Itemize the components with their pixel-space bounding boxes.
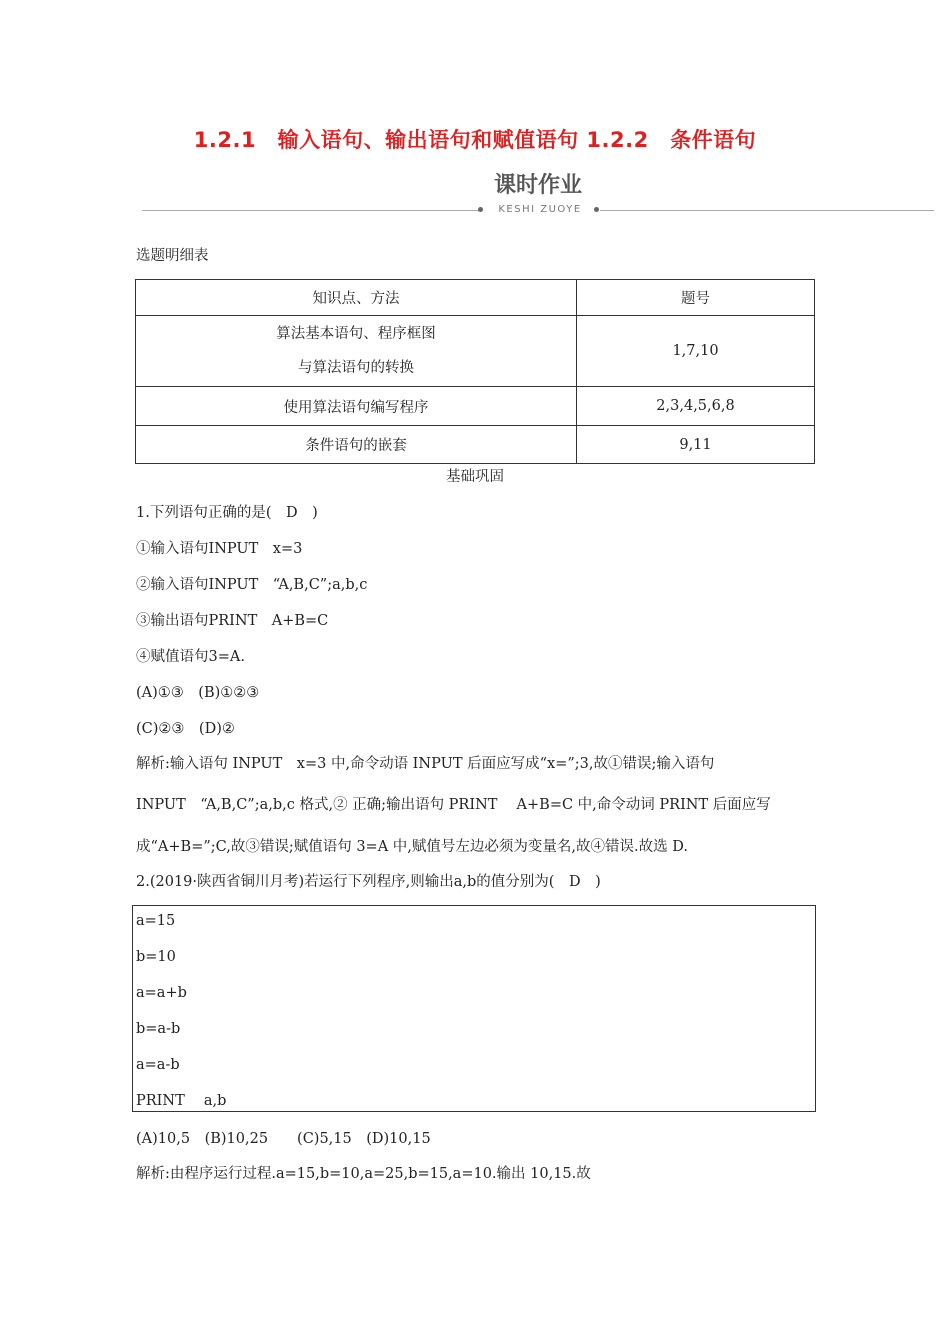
topic-line-2: 与算法语句的转换 bbox=[298, 360, 414, 376]
header-numbers: 题号 bbox=[577, 280, 815, 316]
banner-rule-right bbox=[600, 210, 934, 211]
table-row bbox=[136, 426, 815, 464]
code-line: PRINT a,b bbox=[136, 1093, 227, 1109]
q2-options: (A)10,5 (B)10,25 (C)5,15 (D)10,15 bbox=[136, 1131, 431, 1147]
table-cell-numbers: 2,3,4,5,6,8 bbox=[577, 387, 815, 426]
table-header-row bbox=[136, 280, 815, 316]
table-row bbox=[136, 316, 815, 387]
q1-analysis-line: INPUT “A,B,C”;a,b,c 格式,② 正确;输出语句 PRINT A+B=C 中,命令动词 PRINT 后面应写 bbox=[136, 797, 771, 813]
code-line: a=a-b bbox=[136, 1057, 180, 1073]
q1-stem: 1.下列语句正确的是( D ) bbox=[136, 505, 318, 521]
section-title: 基础巩固 bbox=[446, 469, 504, 485]
program-code-box bbox=[132, 905, 816, 1112]
header-topic: 知识点、方法 bbox=[136, 280, 577, 316]
q1-options-1: (A)①③ (B)①②③ bbox=[136, 685, 260, 701]
table-caption: 选题明细表 bbox=[136, 248, 209, 264]
q1-options-2: (C)②③ (D)② bbox=[136, 721, 235, 737]
q1-item: ④赋值语句3=A. bbox=[136, 649, 245, 665]
table-cell-topic: 条件语句的嵌套 bbox=[136, 426, 577, 464]
topic-table bbox=[135, 279, 815, 464]
q2-analysis: 解析:由程序运行过程.a=15,b=10,a=25,b=15,a=10.输出 10,15.故 bbox=[136, 1166, 591, 1182]
banner-dot-left-icon bbox=[478, 207, 483, 212]
banner-title: 课时作业 bbox=[493, 173, 582, 198]
q1-analysis-line: 成“A+B=”;C,故③错误;赋值语句 3=A 中,赋值号左边必须为变量名,故④错误.故选 D. bbox=[136, 839, 688, 855]
banner-dot-right-icon bbox=[594, 207, 599, 212]
banner-subtitle: KESHI ZUOYE bbox=[498, 204, 582, 215]
table-cell-topic bbox=[136, 316, 577, 387]
q1-item: ①输入语句INPUT x=3 bbox=[136, 541, 303, 557]
topic-line-1: 算法基本语句、程序框图 bbox=[276, 326, 436, 342]
table-cell-numbers: 1,7,10 bbox=[577, 316, 815, 387]
q1-item: ③输出语句PRINT A+B=C bbox=[136, 613, 329, 629]
table-cell-topic: 使用算法语句编写程序 bbox=[136, 387, 577, 426]
q1-item: ②输入语句INPUT “A,B,C”;a,b,c bbox=[136, 577, 368, 593]
q1-analysis-line: 解析:输入语句 INPUT x=3 中,命令动语 INPUT 后面应写成“x=”;3,故①错误;输入语句 bbox=[136, 756, 715, 772]
code-line: a=a+b bbox=[136, 985, 187, 1001]
code-line: b=a-b bbox=[136, 1021, 181, 1037]
code-line: a=15 bbox=[136, 913, 176, 929]
q2-stem: 2.(2019·陕西省铜川月考)若运行下列程序,则输出a,b的值分别为( D ) bbox=[136, 874, 601, 890]
code-line: b=10 bbox=[136, 949, 176, 965]
table-row bbox=[136, 387, 815, 426]
banner-rule-left bbox=[142, 210, 480, 211]
page-title: 1.2.1 输入语句、输出语句和赋值语句 1.2.2 条件语句 bbox=[193, 128, 757, 152]
table-cell-numbers: 9,11 bbox=[577, 426, 815, 464]
